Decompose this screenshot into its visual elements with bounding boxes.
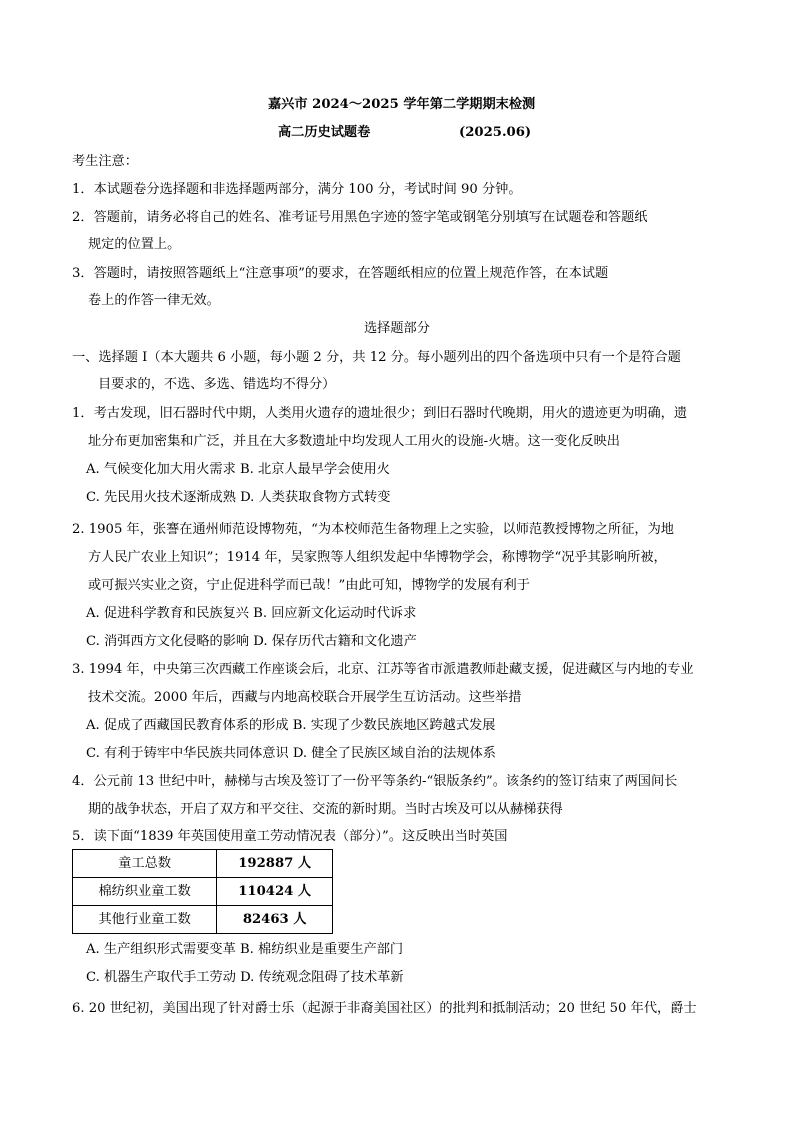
section-instruction: 一、选择题 I（本大题共 6 小题，每小题 2 分，共 12 分。每小题列出的四个备选项中只有一个是符合题 (72, 350, 681, 365)
notice-heading: 考生注意： (72, 154, 138, 169)
q1-options-cd: C. 先民用火技术逐渐成熟 D. 人类获取食物方式转变 (86, 490, 391, 505)
q4-stem-1: 4．公元前 13 世纪中叶，赫梯与古埃及签订了一份平等条约-“银版条约”。该条约的签订结束了两国间长 (72, 774, 678, 789)
notice-item-1: 1．本试题卷分选择题和非选择题两部分，满分 100 分，考试时间 90 分钟。 (72, 182, 522, 197)
table-row (73, 878, 333, 906)
q1-stem-2: 址分布更加密集和广泛，并且在大多数遗址中均发现人工用火的设施-火塘。这一变化反映出 (88, 434, 620, 449)
q3-options-ab: A. 促成了西藏国民教育体系的形成 B. 实现了少数民族地区跨越式发展 (86, 718, 496, 733)
q1-stem-1: 1．考古发现，旧石器时代中期，人类用火遗存的遗址很少；到旧石器时代晚期，用火的遗迹更为明确，遗 (72, 406, 688, 421)
q2-stem-3: 或可振兴实业之资，宁止促进科学而已哉！”由此可知，博物学的发展有利于 (88, 578, 530, 593)
q3-stem-2: 技术交流。2000 年后，西藏与内地高校联合开展学生互访活动。这些举措 (88, 690, 522, 705)
q2-stem-1: 2. 1905 年，张謇在通州师范设博物苑，“为本校师范生备物理上之实验，以师范教授博物之所征，为地 (72, 522, 674, 537)
exam-date: (2025.06) (459, 125, 532, 140)
exam-subtitle: 高二历史试题卷 (278, 125, 371, 140)
table-cell-label: 童工总数 (73, 850, 217, 878)
child-labor-table (72, 849, 333, 934)
q5-options-cd: C. 机器生产取代手工劳动 D. 传统观念阻碍了技术革新 (86, 970, 404, 985)
notice-item-3-cont: 卷上的作答一律无效。 (88, 293, 220, 308)
table-cell-label: 棉纺织业童工数 (73, 878, 217, 906)
q5-stem: 5．读下面“1839 年英国使用童工劳动情况表（部分）”。这反映出当时英国 (72, 829, 508, 844)
q2-options-cd: C. 消弭西方文化侵略的影响 D. 保存历代古籍和文化遗产 (86, 634, 417, 649)
table-row (73, 906, 333, 934)
notice-item-2-cont: 规定的位置上。 (88, 237, 181, 252)
section-instruction-cont: 目要求的，不选、多选、错选均不得分） (98, 377, 336, 392)
table-cell-value: 110424 人 (217, 878, 333, 906)
table-cell-value: 192887 人 (217, 850, 333, 878)
q6-stem-1: 6. 20 世纪初，美国出现了针对爵士乐（起源于非裔美国社区）的批判和抵制活动；20 世纪 50 年代，爵士 (72, 1001, 697, 1016)
exam-title: 嘉兴市 2024～2025 学年第二学期期末检测 (268, 97, 536, 112)
section-title: 选择题部分 (364, 321, 430, 336)
q5-options-ab: A. 生产组织形式需要变革 B. 棉纺织业是重要生产部门 (86, 942, 404, 957)
notice-item-3: 3．答题时，请按照答题纸上“注意事项”的要求，在答题纸相应的位置上规范作答，在本试题 (72, 266, 609, 281)
notice-item-2: 2．答题前，请务必将自己的姓名、准考证号用黑色字迹的签字笔或钢笔分别填写在试题卷和答题纸 (72, 210, 648, 225)
q2-options-ab: A. 促进科学教育和民族复兴 B. 回应新文化运动时代诉求 (86, 606, 417, 621)
q2-stem-2: 方人民广农业上知识”；1914 年，吴家煦等人组织发起中华博物学会，称博物学“况乎其影响所被， (88, 550, 667, 565)
q1-options-ab: A. 气候变化加大用火需求 B. 北京人最早学会使用火 (86, 462, 390, 477)
table-row (73, 850, 333, 878)
table-cell-label: 其他行业童工数 (73, 906, 217, 934)
q3-stem-1: 3. 1994 年，中央第三次西藏工作座谈会后，北京、江苏等省市派遣教师赴藏支援，促进藏区与内地的专业 (72, 662, 694, 677)
q3-options-cd: C. 有利于铸牢中华民族共同体意识 D. 健全了民族区域自治的法规体系 (86, 746, 496, 761)
q4-stem-2: 期的战争状态，开启了双方和平交往、交流的新时期。当时古埃及可以从赫梯获得 (88, 802, 563, 817)
table-cell-value: 82463 人 (217, 906, 333, 934)
